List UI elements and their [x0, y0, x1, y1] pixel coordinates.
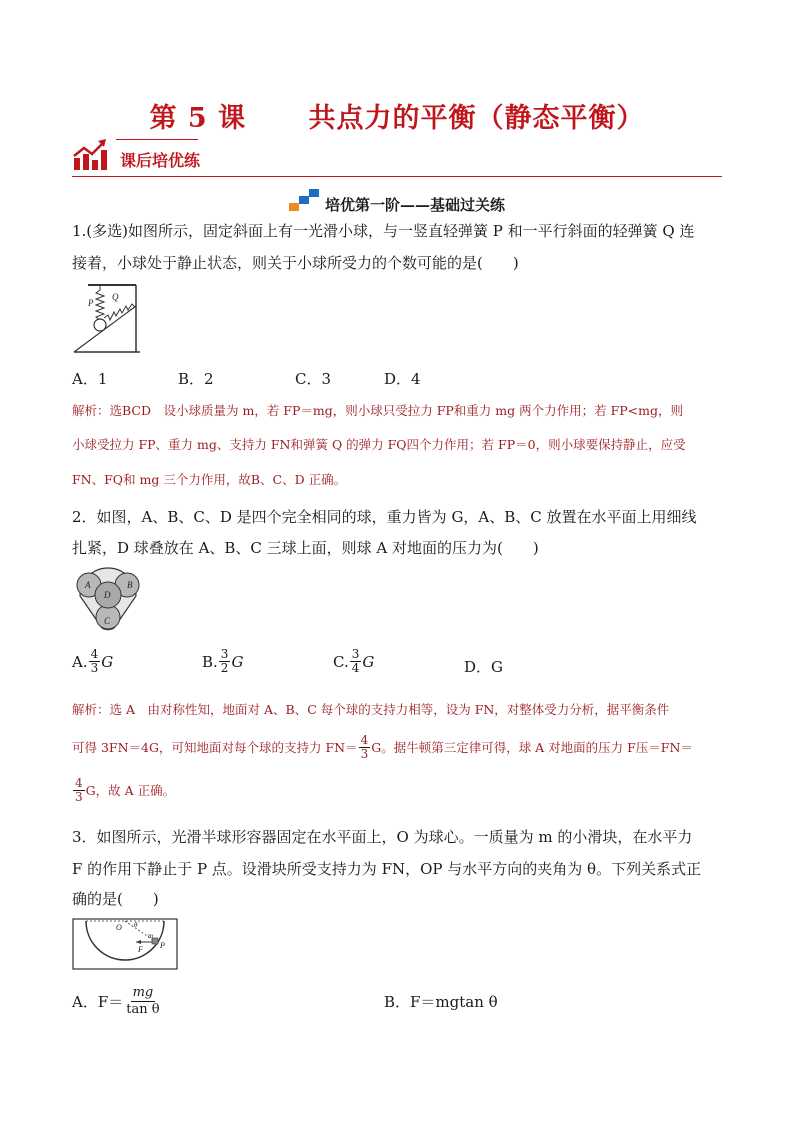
q1-fig-label-p: P [88, 298, 94, 308]
q2-exp-line2a: 可得 3FN＝4G，可知地面对每个球的支持力 FN＝ [72, 739, 358, 755]
q2-option-c-prefix: C. [333, 652, 349, 671]
q3-option-a [72, 985, 163, 1018]
q3-fig-label-f: F [138, 945, 143, 954]
header-rule-short [116, 139, 198, 140]
q3-option-a-prefix: A．F＝ [72, 993, 124, 1011]
frac-den: 4 [351, 661, 360, 675]
chart-growth-icon [72, 138, 108, 172]
q1-explanation-line3: FN、FQ和 mg 三个力作用，故B、C、D 正确。 [72, 472, 347, 487]
frac-den: 3 [90, 661, 99, 675]
frac-den: 2 [220, 661, 229, 675]
q1-option-b: B．2 [178, 370, 214, 388]
header-rule [72, 176, 722, 177]
q1-explanation-line1: 解析：选BCD 设小球质量为 m，若 FP＝mg，则小球只受拉力 FP和重力 mg 两个力作用；若 FP<mg，则 [72, 403, 683, 418]
stage-heading [0, 194, 794, 217]
section-label: 课后培优练 [120, 151, 201, 170]
q3-fig-label-o: O [116, 923, 122, 932]
q1-text-line1: 1.(多选)如图所示，固定斜面上有一光滑小球，与一竖直轻弹簧 P 和一平行斜面的轻弹簧 Q 连 [72, 222, 695, 240]
q2-option-b-g: G [231, 652, 244, 671]
q2-option-c-fraction [350, 648, 362, 675]
q2-option-c [333, 648, 374, 675]
q2-option-b-prefix: B. [202, 652, 218, 671]
q3-fig-label-m: m [148, 932, 154, 940]
q2-text-line2: 扎紧，D 球叠放在 A、B、C 三球上面，则球 A 对地面的压力为( ) [72, 539, 539, 557]
q2-exp-line2b: G。据牛顿第三定律可得，球 A 对地面的压力 F压＝FN＝ [371, 739, 693, 755]
q2-option-d: D．G [464, 658, 504, 676]
q1-text-line2: 接着，小球处于静止状态，则关于小球所受力的个数可能的是( ) [72, 254, 519, 272]
q2-ball-a-label: A [85, 580, 91, 590]
q2-exp-line3b: G，故 A 正确。 [85, 782, 176, 798]
q2-option-a [72, 648, 113, 675]
q2-ball-b-label: B [127, 580, 133, 590]
frac-num: 4 [75, 776, 83, 790]
q2-option-a-prefix: A. [72, 652, 88, 671]
q2-text-line1: 2．如图，A、B、C、D 是四个完全相同的球，重力皆为 G，A、B、C 放置在水平面上用细线 [72, 508, 697, 526]
q1-figure-incline-springs [72, 282, 142, 354]
q3-text-line3: 确的是( ) [72, 890, 159, 908]
frac-num: mg [132, 985, 154, 1000]
q1-fig-label-q: Q [112, 292, 119, 302]
q2-option-b [202, 648, 243, 675]
q2-figure-four-balls [72, 566, 144, 632]
stage-title: 培优第一阶——基础过关练 [324, 196, 505, 214]
q2-explanation-line1: 解析：选 A 由对称性知，地面对 A、B、C 每个球的支持力相等，设为 FN，对整体受力分析，据平衡条件 [72, 702, 670, 717]
q2-exp-fraction-2 [73, 777, 85, 804]
q1-option-a: A．1 [72, 370, 108, 388]
q3-fig-label-p: P [160, 941, 165, 950]
q2-option-a-g: G [101, 652, 114, 671]
q1-option-c: C．3 [295, 370, 332, 388]
q2-ball-c-label: C [104, 616, 111, 626]
frac-num: 4 [90, 647, 99, 661]
q3-text-line1: 3．如图所示，光滑半球形容器固定在水平面上，O 为球心。一质量为 m 的小滑块，在水平力 [72, 828, 693, 846]
q3-text-line2: F 的作用下静止于 P 点。设滑块所受支持力为 FN，OP 与水平方向的夹角为 θ。下列关系式正 [72, 860, 702, 878]
frac-den: 3 [360, 747, 369, 761]
q1-explanation-line2: 小球受拉力 FP、重力 mg、支持力 FN和弹簧 Q 的弹力 FQ四个力作用；若 FP＝0，则小球要保持静止，应受 [72, 437, 686, 452]
frac-num: 4 [360, 733, 369, 747]
frac-den: 3 [75, 790, 83, 804]
q2-option-b-fraction [219, 648, 231, 675]
q3-fig-label-theta: θ [134, 921, 138, 929]
q2-explanation-line3 [72, 777, 724, 804]
frac-den: tan θ [126, 1002, 160, 1017]
q2-exp-fraction-1 [359, 734, 371, 761]
q2-explanation-line2 [72, 734, 724, 761]
q2-option-c-g: G [362, 652, 375, 671]
q3-option-a-fraction [124, 985, 161, 1018]
q3-option-b: B．F＝mgtan θ [384, 993, 498, 1011]
q2-option-a-fraction [89, 648, 101, 675]
frac-num: 3 [351, 647, 360, 661]
q3-figure-hemisphere [72, 918, 178, 970]
q2-ball-d-label: D [104, 590, 111, 600]
page-title: 第 5 课 共点力的平衡（静态平衡） [149, 103, 645, 134]
stairs-icon [289, 189, 319, 213]
frac-num: 3 [220, 647, 229, 661]
q1-option-d: D．4 [384, 370, 421, 388]
